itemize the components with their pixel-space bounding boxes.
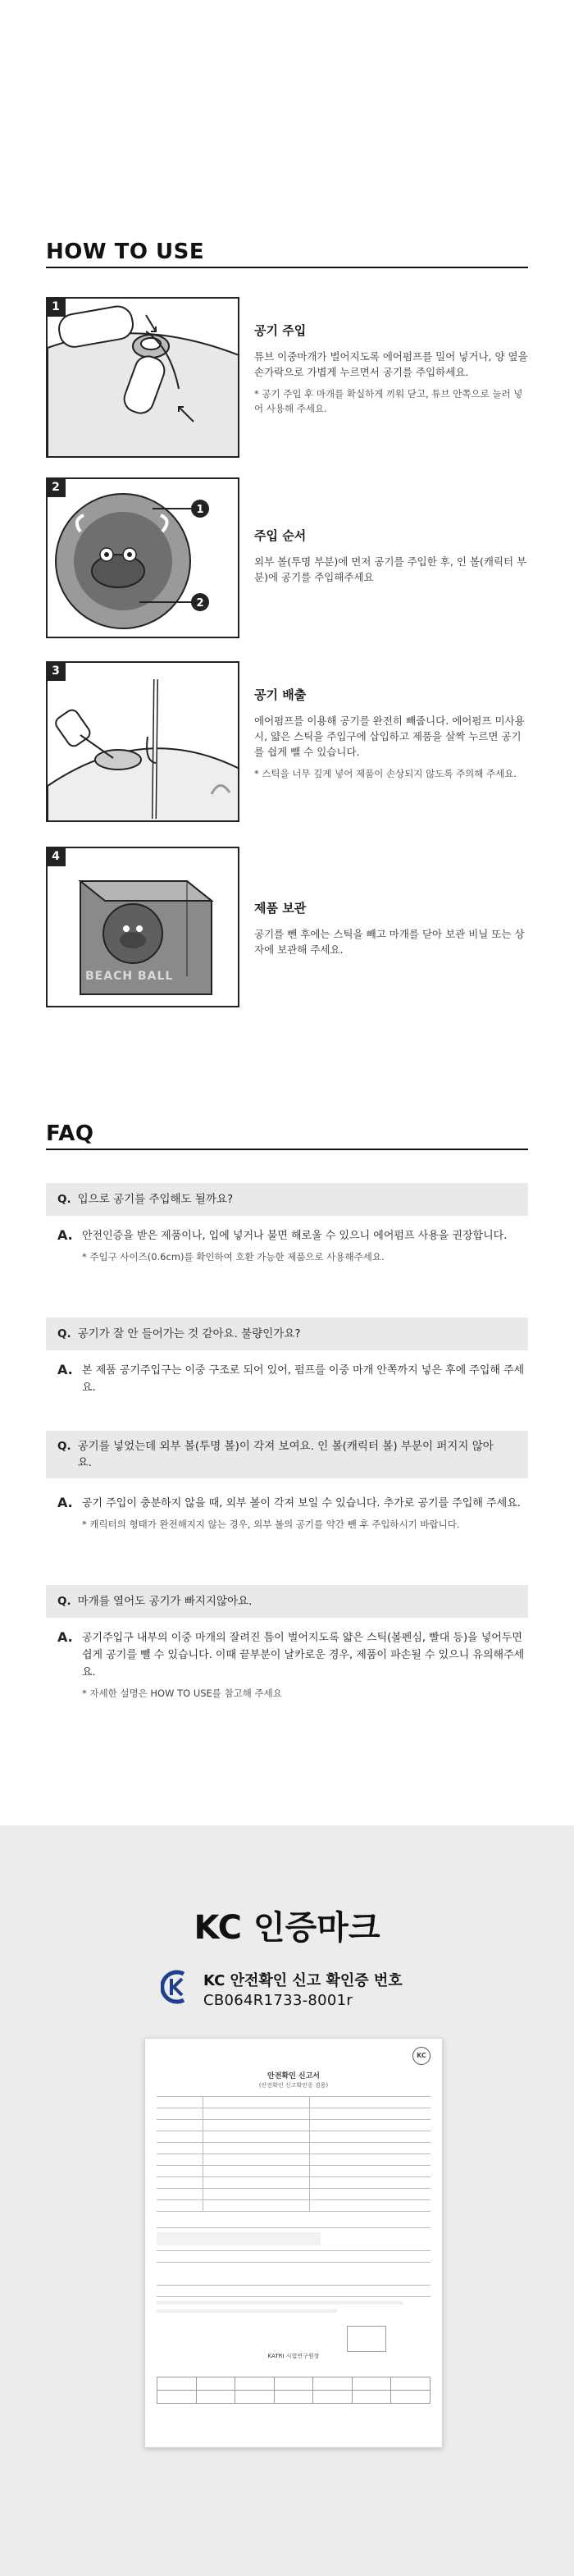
faq-question-4 bbox=[46, 1585, 528, 1618]
step-title: 주입 순서 bbox=[254, 528, 307, 543]
kc-certificate-number: CB064R1733-8001r bbox=[203, 1992, 353, 2009]
step-number: 2 bbox=[46, 477, 66, 497]
faq-answer-text: 본 제품 공기주입구는 이중 구조로 되어 있어, 펌프를 이중 마개 안쪽까지 넣은 후에 주입해 주세요. bbox=[82, 1364, 525, 1394]
q-mark: Q. bbox=[57, 1327, 71, 1341]
step-4-illustration bbox=[46, 847, 239, 1007]
step-4 bbox=[46, 847, 528, 1007]
svg-text:1: 1 bbox=[196, 504, 204, 516]
step-title: 공기 주입 bbox=[254, 323, 307, 338]
faq-question-1 bbox=[46, 1183, 528, 1216]
q-mark: Q. bbox=[57, 1440, 71, 1453]
step-3 bbox=[46, 661, 528, 822]
faq-question-text: 공기를 넣었는데 외부 볼(투명 볼)이 각져 보여요. 인 볼(캐릭터 볼) 부분이 퍼지지 않아요. bbox=[77, 1440, 494, 1469]
doc-title: 안전확인 신고서 bbox=[267, 2072, 320, 2080]
faq-answer-4 bbox=[46, 1629, 528, 1701]
q-mark: Q. bbox=[57, 1193, 71, 1206]
faq-question-text: 공기가 잘 안 들어가는 것 같아요. 불량인가요? bbox=[77, 1327, 301, 1341]
a-mark: A. bbox=[57, 1629, 73, 1645]
faq-answer-note: * 주입구 사이즈(0.6cm)를 확인하여 호환 가능한 제품으로 사용해주세요. bbox=[82, 1251, 385, 1263]
faq-answer-text: 안전인증을 받은 제품이나, 입에 넣거나 불면 해로울 수 있으니 에어펌프 사용을 권장합니다. bbox=[82, 1230, 508, 1242]
step-2-illustration bbox=[46, 477, 239, 638]
a-mark: A. bbox=[57, 1362, 73, 1377]
kc-logo-icon bbox=[161, 1969, 190, 2005]
doc-process-table bbox=[157, 2377, 430, 2404]
step-body: 외부 볼(투명 부분)에 먼저 공기를 주입한 후, 인 볼(캐릭터 부분)에 공기를 주입해주세요 bbox=[254, 555, 527, 583]
faq-title: FAQ bbox=[46, 1121, 94, 1146]
step-number: 4 bbox=[46, 847, 66, 866]
faq-answer-2 bbox=[46, 1362, 528, 1396]
step-2 bbox=[46, 477, 528, 638]
faq-answer-note: * 캐릭터의 형태가 완전해지지 않는 경우, 외부 볼의 공기를 약간 뺀 후 주입하시기 바랍니다. bbox=[82, 1519, 460, 1530]
step-3-illustration bbox=[46, 661, 239, 822]
q-mark: Q. bbox=[57, 1595, 71, 1608]
faq-answer-note: * 자세한 설명은 HOW TO USE를 참고해 주세요 bbox=[82, 1688, 282, 1699]
faq-question-3 bbox=[46, 1431, 528, 1478]
step-number: 1 bbox=[46, 297, 66, 317]
faq-answer-text: 공기주입구 내부의 이중 마개의 잘려진 틈이 벌어지도록 얇은 스틱(볼펜심, 빨대 등)을 넣어두면 쉽게 공기를 뺄 수 있습니다. 이때 끝부분이 날카로운 경우, 제품이 파손될 수 있으니 유의해주세요. bbox=[82, 1632, 525, 1679]
step-body: 에어펌프를 이용해 공기를 완전히 빼줍니다. 에어펌프 미사용 시, 얇은 스틱을 주입구에 삽입하고 제품을 살짝 누르면 공기를 쉽게 뺄 수 있습니다. bbox=[254, 715, 525, 758]
faq-answer-text: 공기 주입이 충분하지 않을 때, 외부 볼이 각져 보일 수 있습니다. 추가로 공기를 주입해 주세요. bbox=[82, 1497, 521, 1510]
how-to-use-title: HOW TO USE bbox=[46, 240, 205, 264]
doc-subtitle: (안전확인 신고확인증 겸용) bbox=[258, 2082, 329, 2089]
a-mark: A. bbox=[57, 1495, 73, 1510]
step-body: 튜브 이중마개가 벌어지도록 에어펌프를 밀어 넣거나, 양 옆을 손가락으로 가볍게 누르면서 공기를 주입하세요. bbox=[254, 350, 528, 378]
kc-certificate-document bbox=[144, 2038, 443, 2448]
faq-divider bbox=[46, 1149, 528, 1150]
kc-mini-logo-icon: KC bbox=[412, 2047, 430, 2065]
step-number: 3 bbox=[46, 661, 66, 681]
step-note: * 스틱을 너무 깊게 넣어 제품이 손상되지 않도록 주의해 주세요. bbox=[254, 768, 517, 779]
faq-answer-1 bbox=[46, 1227, 528, 1264]
step-body: 공기를 뺀 후에는 스틱을 빼고 마개를 닫아 보관 비닐 또는 상자에 보관해 주세요. bbox=[254, 928, 525, 956]
faq-question-text: 입으로 공기를 주입해도 될까요? bbox=[77, 1193, 234, 1206]
doc-issuer: KATRI 시험연구원장 bbox=[267, 2353, 320, 2359]
step-note: * 공기 주입 후 마개를 확실하게 끼워 닫고, 튜브 안쪽으로 눌러 넣어 사용해 주세요. bbox=[254, 388, 523, 414]
step-1 bbox=[46, 297, 528, 458]
faq-question-text: 마개를 열어도 공기가 빠지지않아요. bbox=[77, 1595, 253, 1608]
step-title: 제품 보관 bbox=[254, 901, 307, 916]
step-1-illustration bbox=[46, 297, 239, 458]
kc-certificate-label: KC 안전확인 신고 확인증 번호 bbox=[203, 1972, 403, 1989]
how-to-use-divider bbox=[46, 267, 528, 268]
svg-text:2: 2 bbox=[196, 597, 204, 610]
faq-answer-3 bbox=[46, 1495, 528, 1532]
katri-stamp bbox=[347, 2326, 386, 2352]
faq-question-2 bbox=[46, 1318, 528, 1350]
a-mark: A. bbox=[57, 1227, 73, 1243]
box-label: BEACH BALL bbox=[85, 970, 174, 983]
kc-title: KC 인증마크 bbox=[194, 1909, 380, 1947]
step-title: 공기 배출 bbox=[254, 687, 307, 702]
